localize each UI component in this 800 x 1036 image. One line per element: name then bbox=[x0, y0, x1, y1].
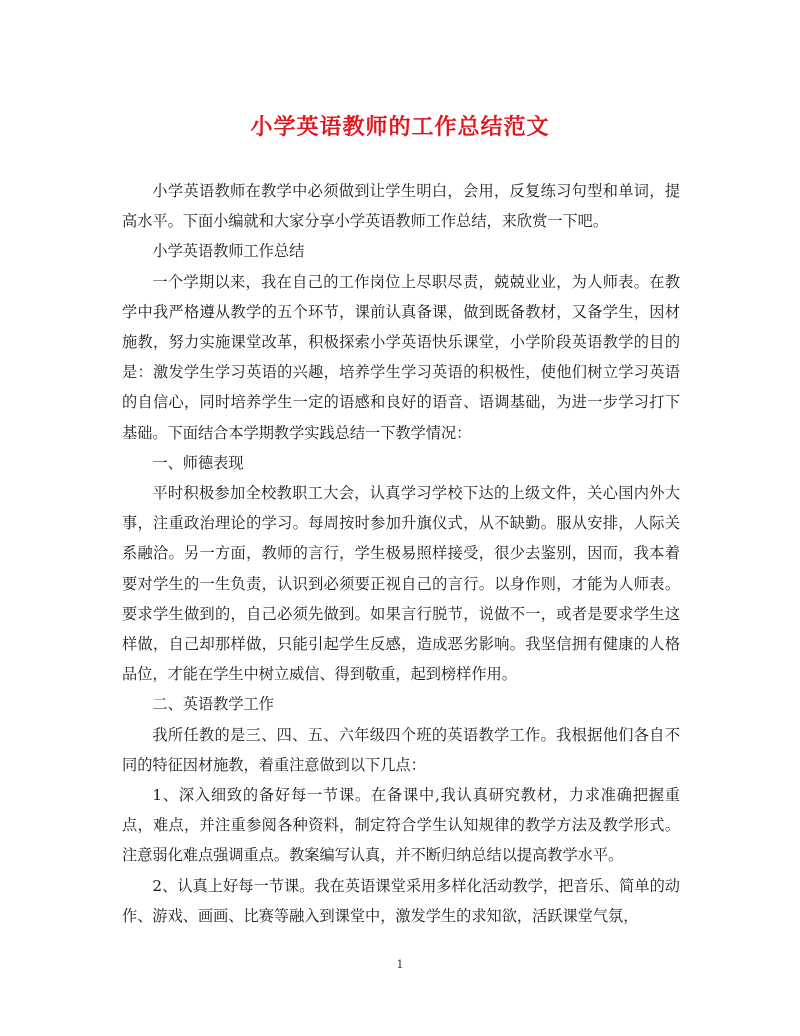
body-paragraph: 平时积极参加全校教职工大会，认真学习学校下达的上级文件，关心国内外大事，注重政治理论的学习。每周按时参加升旗仪式，从不缺勤。服从安排，人际关系融洽。另一方面，教师的言行，学生极易照样接受，很少去鉴别，因而，我本着要对学生的一生负责，认识到必须要正视自己的言行。以身作则，才能为人师表。要求学生做到的，自己必须先做到。如果言行脱节，说做不一，或者是要求学生这样做，自己却那样做，只能引起学生反感，造成恶劣影响。我坚信拥有健康的人格品位，才能在学生中树立威信、得到敬重，起到榜样作用。 bbox=[122, 484, 680, 684]
intro-paragraph: 小学英语教师在教学中必须做到让学生明白，会用，反复练习句型和单词，提高水平。下面小编就和大家分享小学英语教师工作总结，来欣赏一下吧。 bbox=[122, 182, 680, 231]
section-heading-summary: 小学英语教师工作总结 bbox=[152, 242, 305, 261]
document-title: 小学英语教师的工作总结范文 bbox=[250, 114, 550, 140]
body-paragraph: 一个学期以来，我在自己的工作岗位上尽职尽责，兢兢业业，为人师表。在教学中我严格遵从教学的五个环节，课前认真备课，做到既备教材，又备学生，因材施教，努力实施课堂改革，积极探索小学英语快乐课堂，小学阶段英语教学的目的是：激发学生学习英语的兴趣，培养学生学习英语的积极性，使他们树立学习英语的自信心，同时培养学生一定的语感和良好的语音、语调基础，为进一步学习打下基础。下面结合本学期教学实践总结一下教学情况： bbox=[122, 272, 680, 442]
page-number: 1 bbox=[396, 958, 404, 971]
list-item: 2、认真上好每一节课。我在英语课堂采用多样化活动教学，把音乐、简单的动作、游戏、画画、比赛等融入到课堂中，激发学生的求知欲，活跃课堂气氛， bbox=[122, 876, 680, 925]
list-item: 1、深入细致的备好每一节课。在备课中,我认真研究教材，力求准确把握重点，难点，并注重参阅各种资料，制定符合学生认知规律的教学方法及教学形式。注意弱化难点强调重点。教案编写认真，并不断归纳总结以提高教学水平。 bbox=[122, 786, 680, 865]
section-heading-ethics: 一、师德表现 bbox=[152, 453, 244, 472]
section-heading-teaching: 二、英语教学工作 bbox=[152, 695, 274, 714]
body-paragraph: 我所任教的是三、四、五、六年级四个班的英语教学工作。我根据他们各自不同的特征因材施教，着重注意做到以下几点： bbox=[122, 725, 680, 774]
document-body bbox=[122, 176, 680, 931]
